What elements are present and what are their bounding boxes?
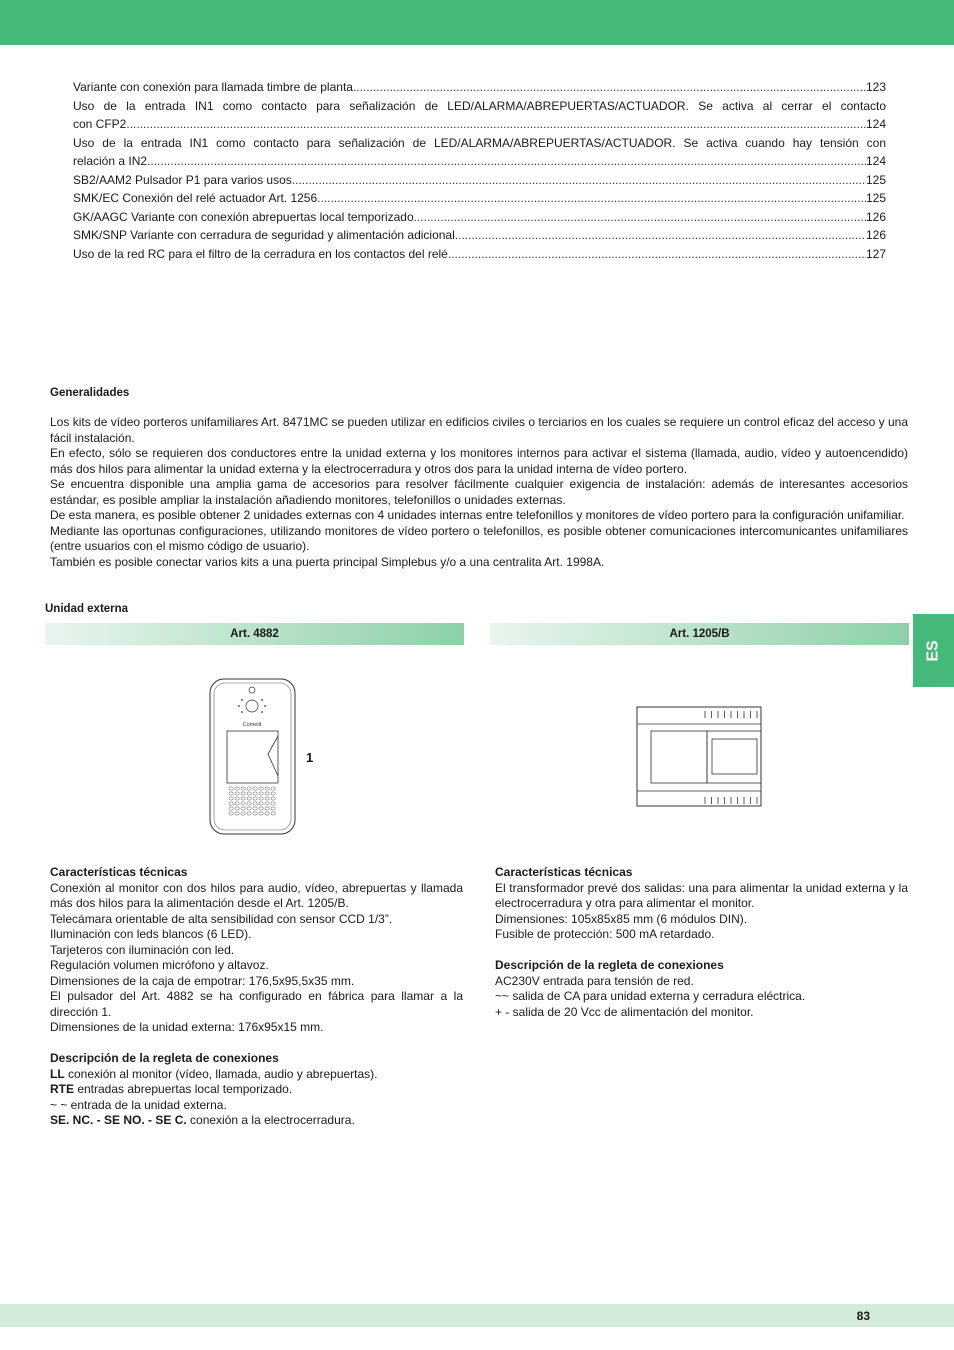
keypad-key xyxy=(247,787,251,790)
tech-line: El transformador prevé dos salidas: una para alimentar la unidad externa y la electrocerradura y otra para alimentar el monitor. xyxy=(495,880,908,910)
keypad-key xyxy=(247,807,251,810)
toc-entry: Uso de la red RC para el filtro de la cerradura en los contactos del relé ..... 127 xyxy=(73,245,886,264)
keypad-key xyxy=(259,792,263,795)
tech-line: Telecámara orientable de alta sensibilidad con sensor CCD 1/3”. xyxy=(50,911,393,926)
toc-page-number: 127 xyxy=(865,246,886,261)
external-unit-drawing xyxy=(205,676,300,836)
keypad-key xyxy=(235,792,239,795)
toc-page-number: 126 xyxy=(865,209,886,224)
conn-line: ~~ salida de CA para unidad externa y cerradura eléctrica. xyxy=(495,989,806,1003)
keypad-key xyxy=(241,802,245,805)
conn-line: RTE entradas abrepuertas local temporizado. xyxy=(50,1082,293,1096)
conn-line: + - salida de 20 Vcc de alimentación del monitor. xyxy=(495,1004,754,1019)
toc-page-number: 126 xyxy=(865,228,886,242)
tech-line: Dimensiones de la caja de empotrar: 176,5x95,5x35 mm. xyxy=(50,973,355,988)
keypad-key xyxy=(241,812,245,815)
keypad-key xyxy=(265,787,269,790)
keypad-key xyxy=(259,797,263,800)
art-1205b-description xyxy=(495,865,908,1020)
conn-title: Descripción de la regleta de conexiones xyxy=(50,1051,279,1065)
header-band xyxy=(0,0,954,45)
toc-entry: Variante con conexión para llamada timbre de planta ..... 123 xyxy=(73,78,886,97)
keypad-key xyxy=(241,787,245,790)
keypad-key xyxy=(271,792,275,795)
keypad-key xyxy=(253,792,257,795)
keypad-key xyxy=(235,812,239,815)
keypad-key xyxy=(265,797,269,800)
keypad-key xyxy=(253,812,257,815)
tech-title: Características técnicas xyxy=(495,865,633,879)
conn-line: LL conexión al monitor (vídeo, llamada, audio y abrepuertas). xyxy=(50,1066,378,1081)
transformer-drawing xyxy=(635,705,765,809)
generalidades-text xyxy=(50,415,908,570)
keypad-key xyxy=(229,797,233,800)
tech-line: Fusible de protección: 500 mA retardado. xyxy=(495,927,715,941)
tech-line: Tarjeteros con iluminación con led. xyxy=(50,942,235,957)
keypad-key xyxy=(259,812,263,815)
keypad-key xyxy=(235,787,239,790)
paragraph: De esta manera, es posible obtener 2 unidades externas con 4 unidades internas entre telefonillos y monitores de vídeo portero para la configuración unifamiliar. xyxy=(50,508,905,522)
keypad-key xyxy=(229,792,233,795)
tech-title: Características técnicas xyxy=(50,865,188,879)
keypad-key xyxy=(229,807,233,810)
keypad-key xyxy=(271,807,275,810)
toc-page-number: 125 xyxy=(865,191,886,205)
keypad-key xyxy=(247,812,251,815)
conn-title: Descripción de la regleta de conexiones xyxy=(495,958,724,972)
paragraph: En efecto, sólo se requieren dos conductores entre la unidad externa y los monitores internos para activar el sistema (llamada, audio, vídeo y autoencendido) más dos hilos para alimentar la unidad externa y la electrocerradura y otros dos para la unidad interna de vídeo portero. xyxy=(50,446,908,476)
keypad-key xyxy=(247,792,251,795)
keypad-key xyxy=(271,787,275,790)
tech-line: El pulsador del Art. 4882 se ha configurado en fábrica para llamar a la dirección 1. xyxy=(50,989,463,1019)
keypad-key xyxy=(247,797,251,800)
conn-line: AC230V entrada para tensión de red. xyxy=(495,973,694,988)
toc-page-number: 124 xyxy=(865,154,886,168)
keypad-key xyxy=(253,802,257,805)
tech-line: Dimensiones: 105x85x85 mm (6 módulos DIN). xyxy=(495,911,748,926)
paragraph: Los kits de vídeo porteros unifamiliares Art. 8471MC se pueden utilizar en edificios civiles o terciarios en los cuales se requiere un control eficaz del acceso y una fácil instalación. xyxy=(50,415,908,445)
conn-line: SE. NC. - SE NO. - SE C. conexión a la electrocerradura. xyxy=(50,1113,355,1127)
keypad-key xyxy=(265,807,269,810)
art-4882-description xyxy=(50,865,463,1129)
toc-page-number: 123 xyxy=(865,80,886,94)
toc-entry: SB2/AAM2 Pulsador P1 para varios usos ..... 125 xyxy=(73,171,886,190)
keypad-key xyxy=(259,807,263,810)
keypad-key xyxy=(253,787,257,790)
tech-line: Iluminación con leds blancos (6 LED). xyxy=(50,927,252,941)
keypad-key xyxy=(235,802,239,805)
keypad-key xyxy=(265,812,269,815)
art-4882-header: Art. 4882 xyxy=(45,623,464,645)
paragraph: Mediante las oportunas configuraciones, utilizando monitores de vídeo portero o telefonillos, es posible obtener comunicaciones intercomunicantes unifamiliares (entre usuarios con el mismo código de usuario). xyxy=(50,523,908,553)
unidad-externa-title: Unidad externa xyxy=(45,603,129,615)
keypad-key xyxy=(271,802,275,805)
keypad-key xyxy=(265,802,269,805)
toc-entry: Uso de la entrada IN1 como contacto para señalización de LED/ALARMA/ABREPUERTAS/ACTUADOR. Se activa cuando hay tensión con relación a IN2 ..... 124 xyxy=(73,134,886,171)
keypad-key xyxy=(259,802,263,805)
toc-page-number: 125 xyxy=(865,172,886,187)
toc-entry: SMK/EC Conexión del relé actuador Art. 1256 ..... 125 xyxy=(73,189,886,208)
toc-entry: SMK/SNP Variante con cerradura de seguridad y alimentación adicional ..... 126 xyxy=(73,226,886,245)
footer-band xyxy=(0,1304,954,1327)
keypad-key xyxy=(271,797,275,800)
generalidades-title: Generalidades xyxy=(50,387,130,399)
tech-line: Conexión al monitor con dos hilos para audio, vídeo, abrepuertas y llamada más dos hilos para la alimentación desde el Art. 1205/B. xyxy=(50,880,463,910)
keypad-key xyxy=(253,797,257,800)
keypad-key xyxy=(253,807,257,810)
tech-line: Dimensiones de la unidad externa: 176x95x15 mm. xyxy=(50,1020,324,1034)
table-of-contents xyxy=(73,78,886,263)
conn-line: ~ ~ entrada de la unidad externa. xyxy=(50,1097,227,1112)
tech-line: Regulación volumen micrófono y altavoz. xyxy=(50,958,269,972)
art-1205b-header: Art. 1205/B xyxy=(490,623,909,645)
page-number: 83 xyxy=(856,1309,870,1323)
keypad-key xyxy=(235,807,239,810)
keypad-key xyxy=(271,812,275,815)
keypad-key xyxy=(229,812,233,815)
keypad-key xyxy=(241,797,245,800)
keypad-key xyxy=(247,802,251,805)
keypad-key xyxy=(241,807,245,810)
keypad-key xyxy=(229,802,233,805)
paragraph: También es posible conectar varios kits a una puerta principal Simplebus y/o a una centralita Art. 1998A. xyxy=(50,554,605,569)
keypad-key xyxy=(259,787,263,790)
toc-entry: Uso de la entrada IN1 como contacto para señalización de LED/ALARMA/ABREPUERTAS/ACTUADOR. Se activa al cerrar el contacto con CFP2 ..... 124 xyxy=(73,97,886,134)
keypad-key xyxy=(241,792,245,795)
toc-entry: GK/AAGC Variante con conexión abrepuertas local temporizado ..... 126 xyxy=(73,208,886,227)
paragraph: Se encuentra disponible una amplia gama de accesorios para resolver fácilmente cualquier exigencia de instalación: además de interesantes accesorios estándar, es posible ampliar la instalación añadiendo monitores, telefonillos o unidades externas. xyxy=(50,477,908,507)
device-brand-label: Comelit xyxy=(242,722,262,728)
figure-label: 1 xyxy=(306,750,314,765)
keypad-key xyxy=(229,787,233,790)
language-tab: ES xyxy=(913,614,954,687)
keypad-key xyxy=(235,797,239,800)
keypad-key xyxy=(265,792,269,795)
toc-page-number: 124 xyxy=(865,117,886,131)
